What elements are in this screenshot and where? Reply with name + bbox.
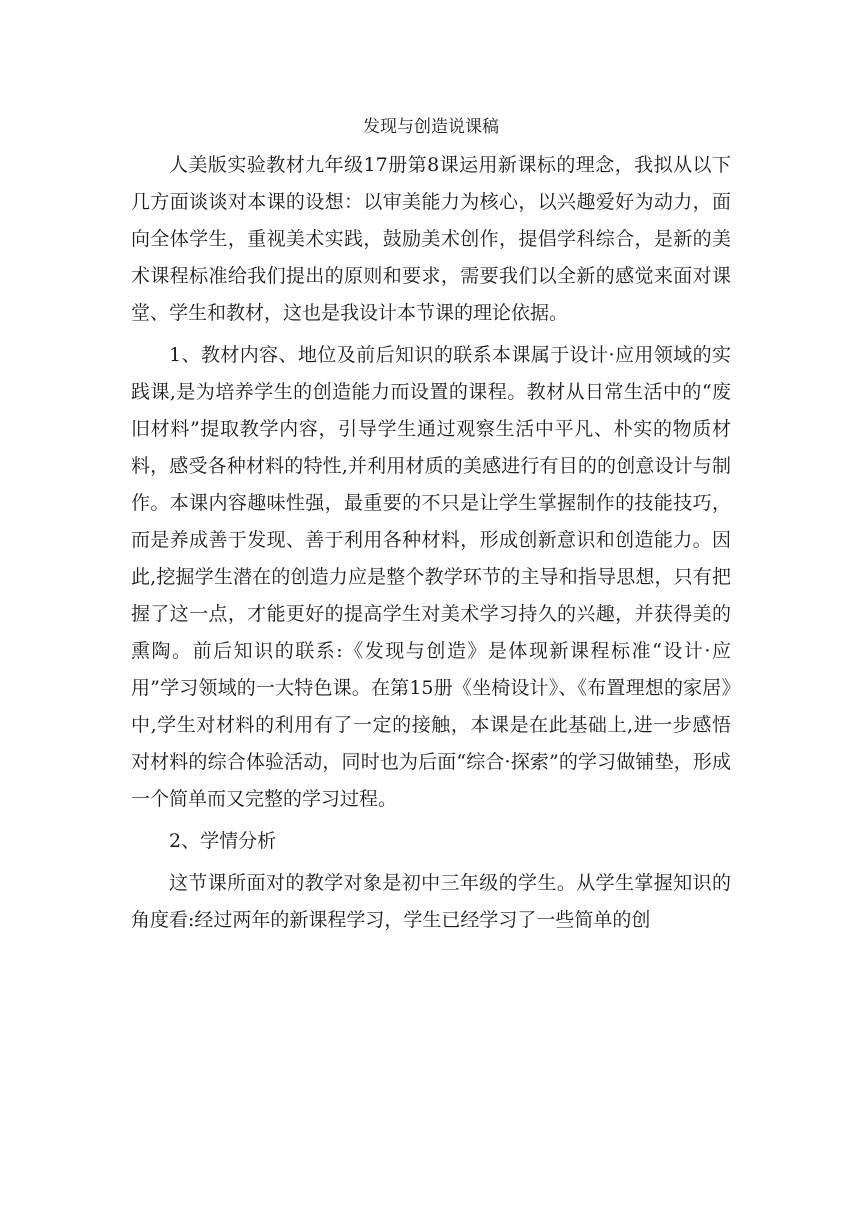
section-heading-student-analysis: 2、学情分析 — [169, 830, 277, 852]
paragraph-intro: 人美版实验教材九年级17册第8课运用新课标的理念，我拟从以下几方面谈谈对本课的设想：以审美能力为核心，以兴趣爱好为动力，面向全体学生，重视美术实践，鼓励美术创作，提倡学科综合，是新的美术课程标准给我们提出的原则和要求，需要我们以全新的感觉来面对课堂、学生和教材，这也是我设计本节课的理论依据。 — [131, 154, 731, 324]
document-body — [131, 111, 731, 944]
document-title: 发现与创造说课稿 — [363, 117, 499, 137]
paragraph-textbook-content: 1、教材内容、地位及前后知识的联系本课属于设计·应用领域的实践课,是为培养学生的创造能力而设置的课程。教材从日常生活中的“废旧材料”提取教学内容，引导学生通过观察生活中平凡、朴实的物质材料，感受各种材料的特性,并利用材质的美感进行有目的的创意设计与制作。本课内容趣味性强，最重要的不只是让学生掌握制作的技能技巧，而是养成善于发现、善于利用各种材料，形成创新意识和创造能力。因此,挖掘学生潜在的创造力应是整个教学环节的主导和指导思想，只有把握了这一点，才能更好的提高学生对美术学习持久的兴趣，并获得美的熏陶。前后知识的联系:《发现与创造》是体现新课程标准“设计·应用”学习领域的一大特色课。在第15册《坐椅设计》、《布置理想的家居》中,学生对材料的利用有了一定的接触，本课是在此基础上,进一步感悟对材料的综合体验活动，同时也为后面“综合·探索”的学习做铺垫，形成一个简单而又完整的学习过程。 — [131, 344, 731, 810]
paragraph-student-analysis: 这节课所面对的教学对象是初中三年级的学生。从学生掌握知识的角度看:经过两年的新课程学习，学生已经学习了一些简单的创 — [131, 872, 731, 931]
